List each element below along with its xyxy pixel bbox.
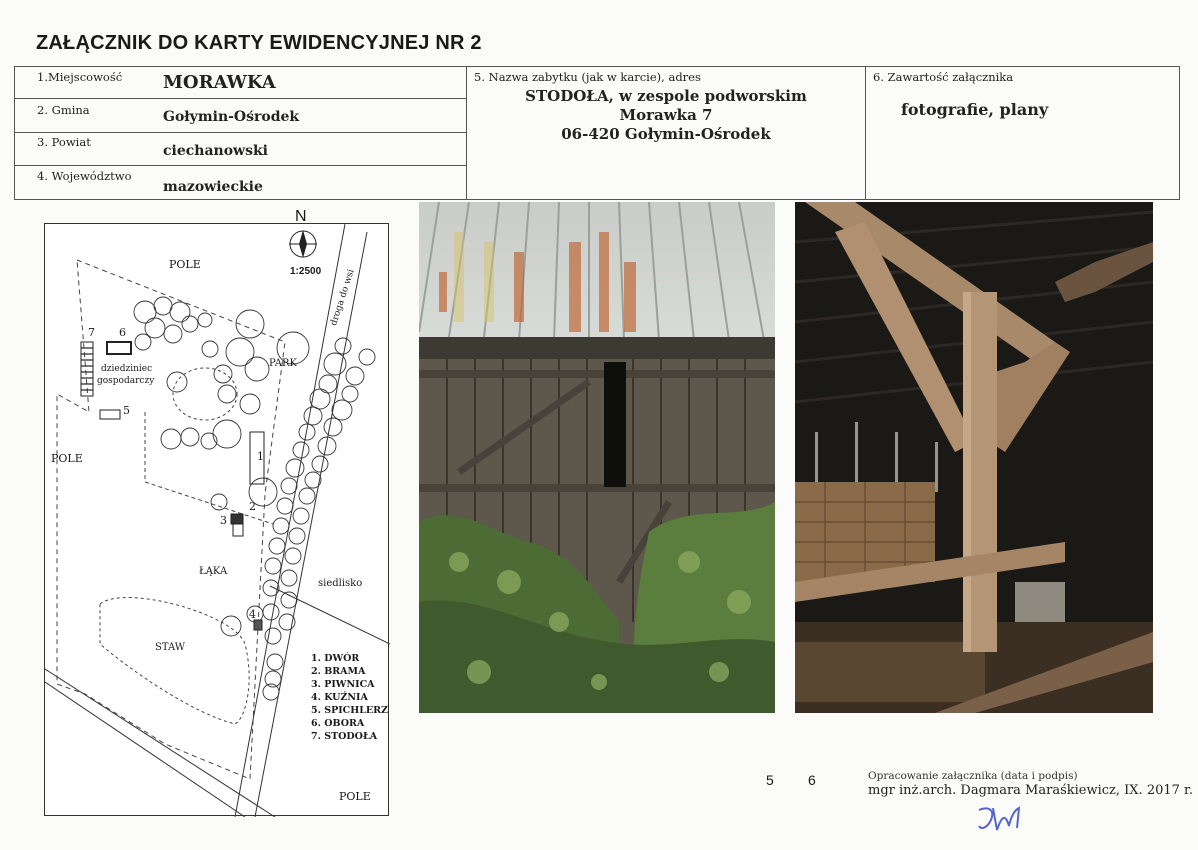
map-label-staw: STAW — [155, 642, 186, 653]
map-number-2: 2 — [249, 500, 256, 513]
signature — [975, 800, 1035, 840]
gmina-label: 2. Gmina — [37, 103, 90, 117]
powiat-label: 3. Powiat — [37, 135, 91, 149]
header-table — [14, 66, 1180, 200]
barn-interior-photo — [795, 202, 1153, 713]
map-legend — [311, 652, 388, 743]
nazwa-line3: 06-420 Gołymin-Ośrodek — [561, 125, 771, 143]
north-label: N — [295, 208, 307, 225]
map-label-yard-1: dziedziniec — [101, 364, 153, 374]
legend-item: 5. SPICHLERZ — [311, 705, 388, 716]
map-label-park: PARK — [269, 358, 298, 369]
map-number-4: 4 — [249, 608, 256, 621]
page-title: ZAŁĄCZNIK DO KARTY EWIDENCYJNEJ NR 2 — [36, 32, 482, 54]
map-label-yard-2: gospodarczy — [97, 376, 155, 386]
map-label-pole-bottom: POLE — [339, 790, 371, 803]
barn-exterior-photo — [419, 202, 775, 713]
gmina-value: Gołymin-Ośrodek — [163, 109, 300, 125]
map-label-pole-left: POLE — [51, 452, 83, 465]
nazwa-line2: Morawka 7 — [619, 106, 713, 124]
wojewodztwo-label: 4. Województwo — [37, 169, 132, 183]
legend-item: 4. KUŹNIA — [311, 692, 368, 703]
wojewodztwo-value: mazowieckie — [163, 179, 263, 195]
photo-number-6: 6 — [808, 772, 816, 788]
map-label-road: droga do wsi — [329, 268, 357, 328]
legend-item: 6. OBORA — [311, 718, 365, 729]
nazwa-line1: STODOŁA, w zespole podworskim — [525, 87, 807, 105]
author-line: mgr inż.arch. Dagmara Maraśkiewicz, IX. 2017 r. — [868, 783, 1193, 798]
miejscowosc-value: MORAWKA — [163, 72, 276, 93]
divider — [15, 98, 466, 99]
map-number-5: 5 — [123, 404, 130, 417]
divider — [865, 67, 866, 199]
map-number-7: 7 — [88, 326, 95, 339]
divider — [15, 132, 466, 133]
map-label-pole-top: POLE — [169, 258, 201, 271]
miejscowosc-label: 1.Miejscowość — [37, 70, 123, 84]
map-number-6: 6 — [119, 326, 126, 339]
powiat-value: ciechanowski — [163, 143, 268, 159]
zawartosc-value: fotografie, plany — [901, 100, 1049, 119]
zawartosc-label: 6. Zawartość załącznika — [873, 70, 1014, 84]
legend-item: 2. BRAMA — [311, 666, 366, 677]
map-number-1: 1 — [257, 450, 264, 463]
divider — [15, 165, 466, 166]
opracowanie-label: Opracowanie załącznika (data i podpis) — [868, 770, 1078, 782]
legend-item: 1. DWÓR — [311, 653, 360, 664]
photo-number-5: 5 — [766, 772, 774, 788]
legend-item: 7. STODOŁA — [311, 731, 378, 742]
map-label-laka: ŁĄKA — [199, 566, 228, 577]
map-number-3: 3 — [220, 514, 227, 527]
nazwa-label: 5. Nazwa zabytku (jak w karcie), adres — [474, 70, 701, 84]
legend-item: 3. PIWNICA — [311, 679, 375, 690]
scale-label: 1:2500 — [290, 266, 322, 277]
site-plan — [44, 208, 389, 816]
map-label-siedlisko: siedlisko — [318, 578, 363, 589]
